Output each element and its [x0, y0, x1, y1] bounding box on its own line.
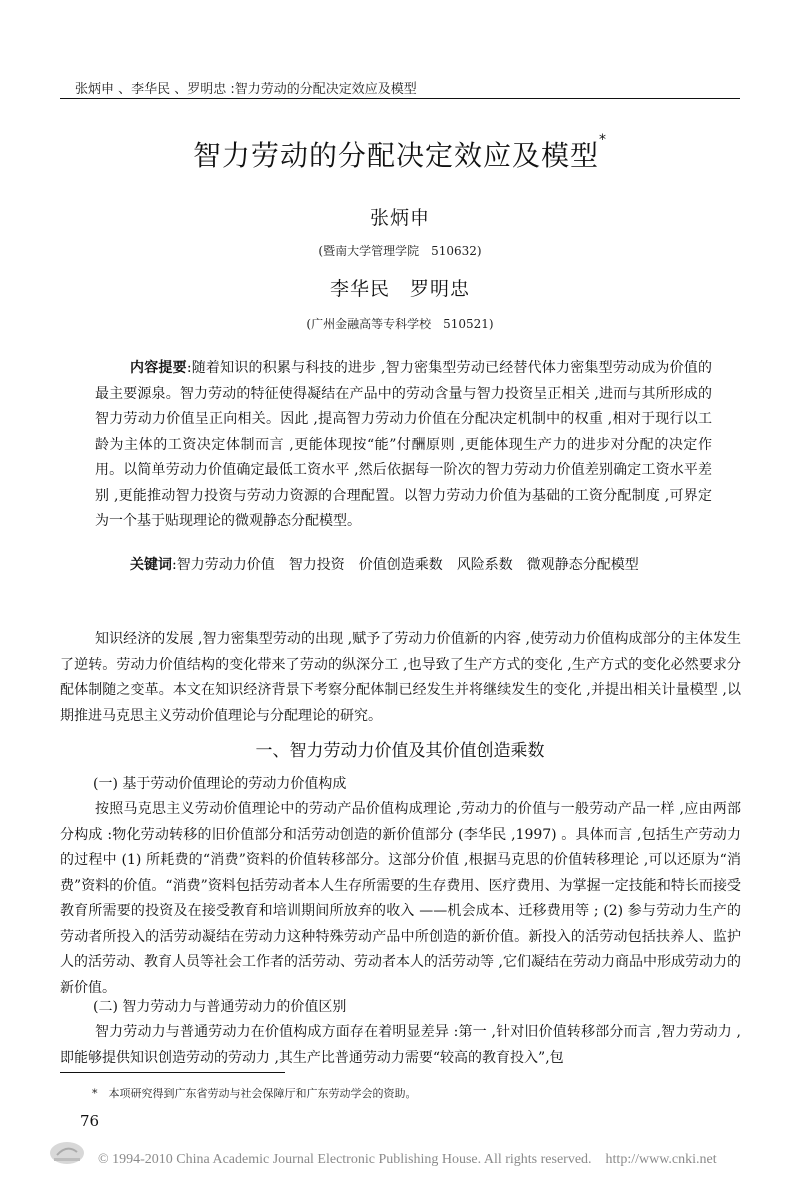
- title-footnote-mark: *: [599, 132, 607, 148]
- abstract: [95, 356, 712, 535]
- page-number: 76: [80, 1112, 100, 1130]
- abstract-text: :随着知识的积累与科技的进步 ,智力密集型劳动已经替代体力密集型劳动成为价值的最主要源泉。智力劳动的特征使得凝结在产品中的劳动含量与智力投资呈正相关 ,进而与其所形成的智力劳动力价值呈正向相关。因此 ,提高智力劳动力价值在分配决定机制中的权重 ,相对于现行以工龄为主体的工资决定体制而言 ,更能体现按“能”付酬原则 ,更能体现生产力的进步对分配的决定作用。以简单劳动力价值确定最低工资水平 ,然后依据每一阶次的智力劳动力价值差别确定工资水平差别 ,更能推动智力投资与劳动力资源的合理配置。以智力劳动力价值为基础的工资分配制度 ,可界定为一个基于贴现理论的微观静态分配模型。: [95, 360, 713, 529]
- subsection-2-text: 智力劳动力与普通劳动力在价值构成方面存在着明显差异 :第一 ,针对旧价值转移部分而言 ,智力劳动力 ,即能够提供知识创造劳动的劳动力 ,其生产比普通劳动力需要“较高的教育投入”,包: [60, 1024, 741, 1066]
- keywords: [95, 553, 712, 579]
- running-header: 张炳申 、李华民 、罗明忠 :智力劳动的分配决定效应及模型: [75, 82, 417, 97]
- paper-title: [0, 134, 800, 174]
- subsection-1-text: 按照马克思主义劳动价值理论中的劳动产品价值构成理论 ,劳动力的价值与一般劳动产品一样 ,应由两部分构成 :物化劳动转移的旧价值部分和活劳动创造的新价值部分 (李华民 ,1997) 。具体而言 ,包括生产劳动力的过程中 (1) 所耗费的“消费”资料的价值转移部分。这部分价值 ,根据马克思的价值转移理论 ,可以还原为“消费”资料的价值。“消费”资料包括劳动者本人生存所需要的生存费用、医疗费用、为掌握一定技能和特长而接受教育所需要的投资及在接受教育和培训期间所放弃的收入 ——机会成本、迁移费用等 ; (2) 参与劳动力生产的劳动者所投入的活劳动凝结在劳动力这种特殊劳动产品中所创造的新价值。新投入的活劳动包括扶养人、监护人的活劳动、教育人员等社会工作者的活劳动、劳动者本人的活劳动等 ,它们凝结在劳动力商品中形成劳动力的新价值。: [60, 801, 741, 996]
- intro-paragraph: [60, 627, 741, 729]
- keywords-label: 关键词: [130, 557, 172, 573]
- subsection-heading-2: (二) 智力劳动力与普通劳动力的价值区别: [93, 999, 347, 1015]
- keywords-text: :智力劳动力价值 智力投资 价值创造乘数 风险系数 微观静态分配模型: [172, 557, 639, 573]
- section-heading: 一、智力劳动力价值及其价值创造乘数: [255, 741, 545, 761]
- subsection-2-paragraph: [60, 1020, 741, 1071]
- subsection-heading-1: (一) 基于劳动价值理论的劳动力价值构成: [93, 776, 347, 792]
- affiliation-2: (广州金融高等专科学校 510521): [306, 317, 494, 331]
- copyright-notice: © 1994-2010 China Academic Journal Electronic Publishing House. All rights reserved. http://www.cnki.net: [98, 1152, 717, 1167]
- cnki-logo-icon: [48, 1140, 86, 1166]
- intro-text: 知识经济的发展 ,智力密集型劳动的出现 ,赋予了劳动力价值新的内容 ,使劳动力价值构成部分的主体发生了逆转。劳动力价值结构的变化带来了劳动的纵深分工 ,也导致了生产方式的变化 ,生产方式的变化必然要求分配体制随之变革。本文在知识经济背景下考察分配体制已经发生并将继续发生的变化 ,并提出相关计量模型 ,以期推进马克思主义劳动价值理论与分配理论的研究。: [60, 631, 741, 724]
- author-1: 张炳申: [369, 207, 430, 229]
- footnote: * 本项研究得到广东省劳动与社会保障厅和广东劳动学会的资助。: [92, 1087, 417, 1100]
- affiliation-1: (暨南大学管理学院 510632): [318, 244, 482, 258]
- abstract-label: 内容提要: [130, 360, 187, 376]
- subsection-1-paragraph: [60, 797, 741, 1001]
- author-2: 李华民 罗明忠: [329, 278, 470, 300]
- footnote-rule: [60, 1072, 285, 1073]
- header-rule: [60, 98, 740, 99]
- title-text: 智力劳动的分配决定效应及模型: [192, 139, 599, 172]
